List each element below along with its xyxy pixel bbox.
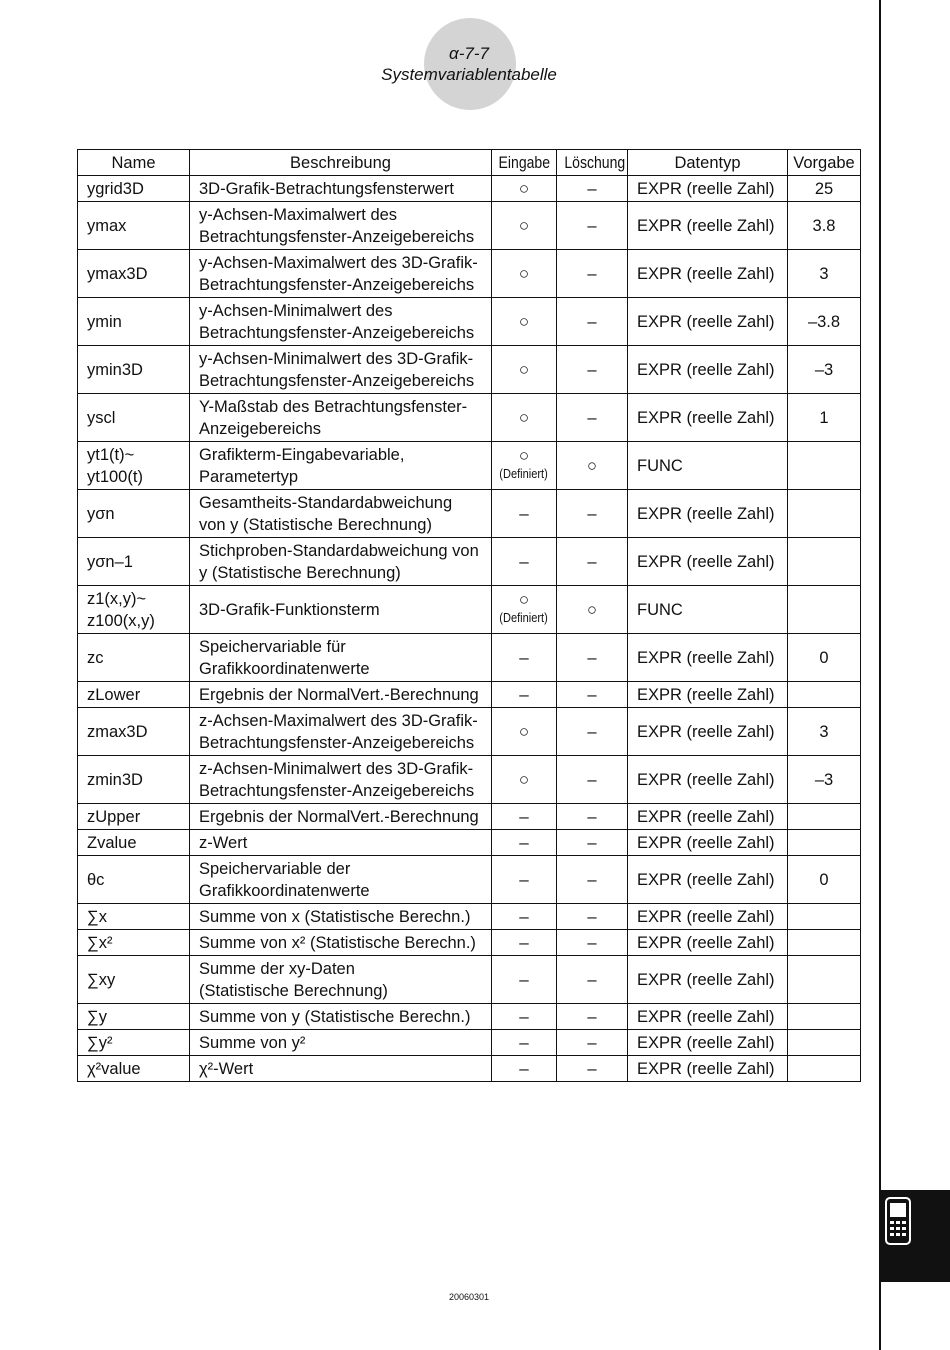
table-row [78,346,861,394]
description-line1: y-Achsen-Minimalwert des 3D-Grafik- [199,349,474,368]
eingabe-cell [492,298,557,346]
description-cell [190,250,492,298]
vorgabe-cell: –3 [788,756,861,804]
variable-name: ∑x [87,907,108,926]
eingabe-value: – [519,551,529,571]
variable-name-cell [78,804,190,830]
vorgabe-cell: 25 [788,176,861,202]
loeschung-cell: – [557,1056,628,1082]
variable-name-cell [78,1004,190,1030]
eingabe-cell [492,830,557,856]
table-row [78,394,861,442]
description-line2: Betrachtungsfenster-Anzeigebereichs [199,733,475,752]
description-line1: Summe von y² [199,1033,306,1052]
eingabe-value: ○ [518,311,530,331]
description-line1: 3D-Grafik-Funktionsterm [199,600,380,619]
variable-name-cell [78,956,190,1004]
description-cell [190,804,492,830]
eingabe-value-wrap [519,649,528,667]
description-cell [190,956,492,1004]
column-header-loeschung [557,150,628,176]
eingabe-cell [492,930,557,956]
table-row [78,490,861,538]
description-cell [190,490,492,538]
variable-name: χ²value [87,1059,141,1078]
table-row [78,708,861,756]
datentyp-cell: EXPR (reelle Zahl) [628,956,788,1004]
eingabe-cell [492,538,557,586]
variable-name-cell [78,176,190,202]
eingabe-value-wrap [519,771,529,789]
description-cell [190,856,492,904]
description-cell [190,394,492,442]
eingabe-cell [492,904,557,930]
table-row [78,956,861,1004]
variable-name: zmax3D [87,722,148,741]
eingabe-value: – [519,503,529,523]
vorgabe-cell: –3 [788,346,861,394]
eingabe-value: ○ [518,407,530,427]
datentyp-cell: EXPR (reelle Zahl) [628,394,788,442]
eingabe-value-wrap [495,447,552,482]
loeschung-cell: – [557,298,628,346]
description-line2: Betrachtungsfenster-Anzeigebereichs [199,323,475,342]
eingabe-value-wrap [519,908,528,926]
eingabe-value-wrap [519,217,529,235]
description-line2: Betrachtungsfenster-Anzeigebereichs [199,275,475,294]
description-line1: Summe von x (Statistische Berechn.) [199,907,471,926]
table-row [78,634,861,682]
variable-name-cell [78,756,190,804]
description-line2: Anzeigebereichs [199,419,321,438]
side-margin-rule [879,0,881,1350]
description-cell [190,930,492,956]
description-line2: Grafikkoordinatenwerte [199,881,370,900]
calculator-icon [885,1197,911,1245]
description-line1: Ergebnis der NormalVert.-Berechnung [199,807,479,826]
eingabe-value: – [519,832,529,852]
variable-name-cell [78,708,190,756]
datentyp-cell: EXPR (reelle Zahl) [628,804,788,830]
page-title: Systemvariablentabelle [381,65,557,84]
description-cell [190,202,492,250]
header-circle-decoration [424,18,516,110]
vorgabe-cell [788,538,861,586]
description-cell [190,298,492,346]
table-row [78,804,861,830]
table-row [78,756,861,804]
table-row [78,904,861,930]
description-cell [190,1004,492,1030]
variable-name-cell [78,346,190,394]
eingabe-value: – [519,684,529,704]
loeschung-cell: – [557,856,628,904]
variable-name-cell [78,538,190,586]
datentyp-cell: EXPR (reelle Zahl) [628,202,788,250]
datentyp-cell: FUNC [628,586,788,634]
vorgabe-cell [788,586,861,634]
description-line1: y-Achsen-Minimalwert des [199,301,393,320]
table-row [78,250,861,298]
vorgabe-cell [788,442,861,490]
table-row [78,298,861,346]
loeschung-cell: – [557,904,628,930]
variable-name-cell [78,634,190,682]
variable-name-cell [78,586,190,634]
datentyp-cell: EXPR (reelle Zahl) [628,856,788,904]
variable-name: ymin3D [87,360,143,379]
description-line2: Betrachtungsfenster-Anzeigebereichs [199,371,475,390]
eingabe-cell [492,1004,557,1030]
variable-name: ymax3D [87,264,148,283]
description-line2: von y (Statistische Berechnung) [199,515,432,534]
variable-name: yt1(t)~ [87,445,135,464]
variable-name: zc [87,648,104,667]
loeschung-cell: – [557,930,628,956]
variable-name-cell [78,298,190,346]
vorgabe-cell: 3 [788,708,861,756]
description-cell [190,442,492,490]
table-row [78,202,861,250]
variable-name-cell [78,442,190,490]
eingabe-value: ○ [518,178,530,198]
eingabe-cell [492,804,557,830]
description-line1: Speichervariable für [199,637,346,656]
datentyp-cell: FUNC [628,442,788,490]
eingabe-value: ○ [518,446,530,465]
eingabe-cell [492,490,557,538]
eingabe-value-wrap [519,808,528,826]
variable-name: z1(x,y)~ [87,589,147,608]
vorgabe-cell: 1 [788,394,861,442]
vorgabe-cell: 0 [788,856,861,904]
eingabe-cell [492,250,557,298]
variable-name-cell [78,1030,190,1056]
description-cell [190,176,492,202]
datentyp-cell: EXPR (reelle Zahl) [628,346,788,394]
description-cell [190,586,492,634]
loeschung-cell: ○ [557,442,628,490]
description-cell [190,756,492,804]
eingabe-value-wrap [519,361,529,379]
system-variable-table [77,149,861,1082]
eingabe-cell [492,176,557,202]
description-line1: y-Achsen-Maximalwert des [199,205,398,224]
eingabe-value: ○ [518,590,530,609]
description-line1: Summe von x² (Statistische Berechn.) [199,933,476,952]
eingabe-value: – [519,906,529,926]
description-line2: Parametertyp [199,467,299,486]
table-row [78,1056,861,1082]
column-header-eingabe-label: Eingabe [498,153,551,172]
variable-name: ∑xy [87,970,116,989]
description-line2: y (Statistische Berechnung) [199,563,401,582]
datentyp-cell: EXPR (reelle Zahl) [628,490,788,538]
eingabe-cell [492,708,557,756]
loeschung-cell: – [557,346,628,394]
variable-name: yscl [87,408,116,427]
table-row [78,930,861,956]
datentyp-cell: EXPR (reelle Zahl) [628,634,788,682]
table-row [78,682,861,708]
description-line2: Betrachtungsfenster-Anzeigebereichs [199,781,475,800]
datentyp-cell: EXPR (reelle Zahl) [628,250,788,298]
variable-name: yσn–1 [87,552,133,571]
datentyp-cell: EXPR (reelle Zahl) [628,830,788,856]
eingabe-value: – [519,1058,529,1078]
description-line1: z-Achsen-Minimalwert des 3D-Grafik- [199,759,474,778]
loeschung-cell: – [557,708,628,756]
eingabe-value: – [519,647,529,667]
loeschung-cell: – [557,956,628,1004]
datentyp-cell: EXPR (reelle Zahl) [628,298,788,346]
eingabe-cell [492,442,557,490]
eingabe-value: ○ [518,215,530,235]
eingabe-cell [492,756,557,804]
datentyp-cell: EXPR (reelle Zahl) [628,904,788,930]
variable-name: zLower [87,685,141,704]
vorgabe-cell: 3 [788,250,861,298]
description-cell [190,830,492,856]
eingabe-value: – [519,1006,529,1026]
eingabe-value-wrap [519,834,528,852]
eingabe-value-wrap [519,871,528,889]
variable-name: ∑x² [87,933,113,952]
eingabe-value-wrap [519,723,529,741]
datentyp-cell: EXPR (reelle Zahl) [628,1056,788,1082]
eingabe-value-wrap [519,686,528,704]
description-cell [190,682,492,708]
description-line1: z-Wert [199,833,248,852]
eingabe-value: ○ [518,769,530,789]
eingabe-value-wrap [519,934,528,952]
column-header-beschreibung: Beschreibung [190,150,492,176]
variable-name-cell [78,930,190,956]
table-row [78,830,861,856]
column-header-eingabe [492,150,557,176]
vorgabe-cell [788,1030,861,1056]
table-row [78,586,861,634]
description-cell [190,904,492,930]
loeschung-cell: – [557,176,628,202]
variable-name: ygrid3D [87,179,144,198]
vorgabe-cell [788,956,861,1004]
variable-name-cell [78,904,190,930]
variable-name-cell [78,250,190,298]
description-line1: z-Achsen-Maximalwert des 3D-Grafik- [199,711,478,730]
loeschung-cell: – [557,490,628,538]
vorgabe-cell [788,804,861,830]
description-cell [190,708,492,756]
loeschung-cell: – [557,538,628,586]
eingabe-cell [492,346,557,394]
description-line1: Stichproben-Standardabweichung von [199,541,479,560]
vorgabe-cell [788,1056,861,1082]
variable-name: ∑y² [87,1033,113,1052]
table-row [78,176,861,202]
eingabe-value: ○ [518,359,530,379]
description-line1: 3D-Grafik-Betrachtungsfensterwert [199,179,454,198]
variable-name: zUpper [87,807,141,826]
loeschung-cell: – [557,804,628,830]
vorgabe-cell [788,930,861,956]
eingabe-value: ○ [518,721,530,741]
description-line1: Speichervariable der [199,859,351,878]
eingabe-value-wrap [519,265,529,283]
page-number: α-7-7 [449,44,489,63]
eingabe-note: (Definiert) [499,610,549,625]
eingabe-value: – [519,869,529,889]
eingabe-value: – [519,1032,529,1052]
eingabe-note: (Definiert) [499,466,549,481]
variable-name-cell [78,856,190,904]
description-line1: Gesamtheits-Standardabweichung [199,493,453,512]
description-line1: Summe von y (Statistische Berechn.) [199,1007,471,1026]
loeschung-cell: – [557,394,628,442]
variable-name: yσn [87,504,115,523]
footer-code: 20060301 [448,1292,490,1302]
variable-name-cell [78,682,190,708]
loeschung-cell: – [557,756,628,804]
vorgabe-cell [788,490,861,538]
variable-name: Zvalue [87,833,137,852]
variable-name: zmin3D [87,770,143,789]
variable-name-cell [78,394,190,442]
eingabe-value-wrap [519,180,529,198]
vorgabe-cell [788,904,861,930]
eingabe-value: – [519,969,529,989]
variable-name: θc [87,870,105,889]
eingabe-cell [492,586,557,634]
vorgabe-cell [788,682,861,708]
description-line2: Betrachtungsfenster-Anzeigebereichs [199,227,475,246]
variable-name-cell [78,830,190,856]
table-row [78,1004,861,1030]
description-line1: Grafikterm-Eingabevariable, [199,445,405,464]
eingabe-value: – [519,932,529,952]
column-header-vorgabe: Vorgabe [788,150,861,176]
datentyp-cell: EXPR (reelle Zahl) [628,682,788,708]
eingabe-cell [492,682,557,708]
description-line2: (Statistische Berechnung) [199,981,388,1000]
eingabe-value-wrap [519,313,529,331]
loeschung-cell: – [557,202,628,250]
table-row [78,1030,861,1056]
eingabe-cell [492,956,557,1004]
description-line2: Grafikkoordinatenwerte [199,659,370,678]
eingabe-cell [492,394,557,442]
variable-name-cell [78,202,190,250]
eingabe-value-wrap [519,1034,528,1052]
datentyp-cell: EXPR (reelle Zahl) [628,708,788,756]
variable-name-line2: z100(x,y) [87,611,155,630]
description-line1: Summe der xy-Daten [199,959,355,978]
datentyp-cell: EXPR (reelle Zahl) [628,1004,788,1030]
eingabe-value-wrap [519,553,528,571]
loeschung-cell: – [557,682,628,708]
table-row [78,538,861,586]
loeschung-cell: – [557,1030,628,1056]
table-header-row [78,150,861,176]
variable-name: ymin [87,312,122,331]
vorgabe-cell: 0 [788,634,861,682]
column-header-name: Name [78,150,190,176]
eingabe-value-wrap [519,971,528,989]
description-cell [190,538,492,586]
vorgabe-cell [788,1004,861,1030]
eingabe-cell [492,1056,557,1082]
datentyp-cell: EXPR (reelle Zahl) [628,1030,788,1056]
datentyp-cell: EXPR (reelle Zahl) [628,930,788,956]
vorgabe-cell: 3.8 [788,202,861,250]
loeschung-cell: ○ [557,586,628,634]
description-line1: y-Achsen-Maximalwert des 3D-Grafik- [199,253,478,272]
loeschung-cell: – [557,250,628,298]
loeschung-cell: – [557,1004,628,1030]
table-row [78,856,861,904]
table-row [78,442,861,490]
description-cell [190,346,492,394]
eingabe-value: – [519,806,529,826]
column-header-loeschung-label: Löschung [564,153,626,172]
vorgabe-cell [788,830,861,856]
datentyp-cell: EXPR (reelle Zahl) [628,756,788,804]
loeschung-cell: – [557,634,628,682]
description-cell [190,1030,492,1056]
datentyp-cell: EXPR (reelle Zahl) [628,176,788,202]
description-cell [190,1056,492,1082]
eingabe-cell [492,856,557,904]
eingabe-value-wrap [519,505,528,523]
variable-name: ∑y [87,1007,108,1026]
eingabe-value-wrap [519,1060,528,1078]
variable-name-line2: yt100(t) [87,467,143,486]
eingabe-cell [492,634,557,682]
variable-name-cell [78,1056,190,1082]
eingabe-value-wrap [519,409,529,427]
eingabe-cell [492,1030,557,1056]
description-line1: Y-Maßstab des Betrachtungsfenster- [199,397,468,416]
vorgabe-cell: –3.8 [788,298,861,346]
datentyp-cell: EXPR (reelle Zahl) [628,538,788,586]
variable-name: ymax [87,216,127,235]
loeschung-cell: – [557,830,628,856]
description-line1: Ergebnis der NormalVert.-Berechnung [199,685,479,704]
eingabe-value-wrap [519,1008,528,1026]
eingabe-cell [492,202,557,250]
eingabe-value: ○ [518,263,530,283]
column-header-datentyp: Datentyp [628,150,788,176]
description-line1: χ²-Wert [199,1059,254,1078]
description-cell [190,634,492,682]
eingabe-value-wrap [495,591,552,626]
variable-name-cell [78,490,190,538]
